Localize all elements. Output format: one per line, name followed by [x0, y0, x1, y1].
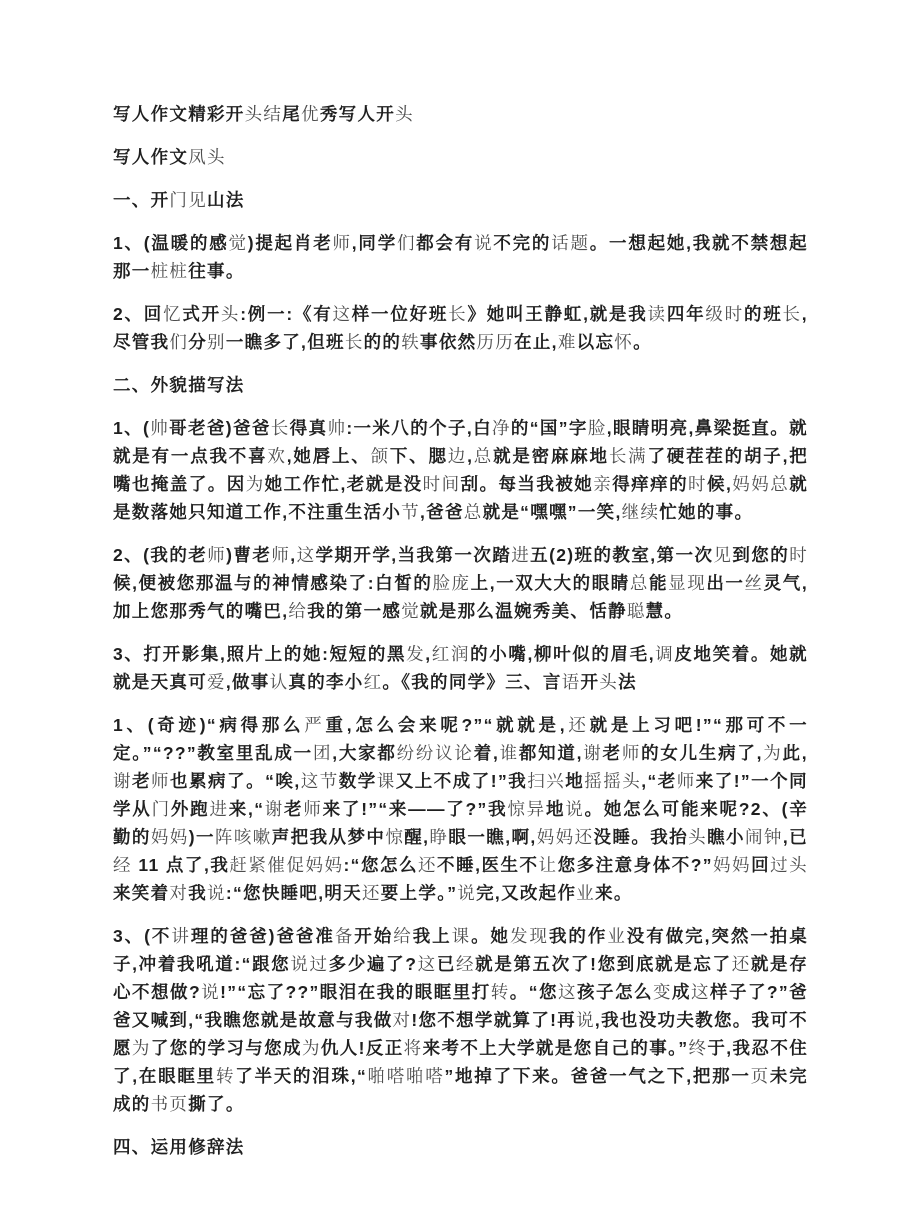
doc-subtitle: 写人作文凤头	[113, 147, 226, 167]
section-heading-2: 二、外貌描写法	[113, 375, 245, 395]
paragraph: 1、(温暖的感觉)提起肖老师,同学们都会有说不完的话题。一想起她,我就不禁想起那一桩桩往事。	[113, 233, 808, 281]
paragraph: 3、打开影集,照片上的她:短短的黑发,红润的小嘴,柳叶似的眉毛,调皮地笑着。她就就是天真可爱,做事认真的李小红。《我的同学》三、言语开头法	[113, 644, 808, 692]
paragraph: 2、(我的老师)曹老师,这学期开学,当我第一次踏进五(2)班的教室,第一次见到您的时候,便被您那温与的神情感染了:白皙的脸庞上,一双大大的眼睛总能显现出一丝灵气,加上您那秀气的嘴巴,给我的第一感觉就是那么温婉秀美、恬静聪慧。	[113, 545, 808, 621]
paragraph: 1、(帅哥老爸)爸爸长得真帅:一米八的个子,白净的“国”字脸,眼睛明亮,鼻梁挺直。就就是有一点我不喜欢,她唇上、颌下、腮边,总就是密麻麻地长满了硬茬茬的胡子,把嘴也掩盖了。因为她工作忙,老就是没时间刮。每当我被她亲得痒痒的时候,妈妈总就是数落她只知道工作,不注重生活小节,爸爸总就是“嘿嘿”一笑,继续忙她的事。	[113, 418, 809, 522]
paragraph: 1、(奇迹)“病得那么严重,怎么会来呢?”“就就是,还就是上习吧!”“那可不一定。”“??”教室里乱成一团,大家都纷纷议论着,谁都知道,谢老师的女儿生病了,为此,谢老师也累病了。“唉,这节数学课又上不成了!”我扫兴地摇摇头,“老师来了!”一个同学从门外跑进来,“谢老师来了!”“来——了?”我惊异地说。她怎么可能来呢?2、(辛勤的妈妈)一阵咳嗽声把我从梦中惊醒,睁眼一瞧,啊,妈妈还没睡。我抬头瞧小闹钟,已经 11 点了,我赶紧催促妈妈:“您怎么还不睡,医生不让您多注意身体不?”妈妈回过头来笑着对我说:“您快睡吧,明天还要上学。”说完,又改起作业来。	[113, 715, 809, 903]
section-heading-1: 一、开门见山法	[113, 190, 245, 210]
paragraph: 2、回忆式开头:例一:《有这样一位好班长》她叫王静虹,就是我读四年级时的班长,尽管我们分别一瞧多了,但班长的的轶事依然历历在止,难以忘怀。	[113, 304, 808, 352]
paragraph: 3、(不讲理的爸爸)爸爸准备开始给我上课。她发现我的作业没有做完,突然一拍桌子,冲着我吼道:“跟您说过多少遍了?这已经就是第五次了!您到底就是忘了还就是存心不想做?说!”“忘了??”眼泪在我的眼眶里打转。“您这孩子怎么变成这样子了?”爸爸又喊到,“我瞧您就是故意与我做对!您不想学就算了!再说,我也没功夫教您。我可不愿为了您的学习与您成为仇人!反正将来考不上大学就是您自己的事。”终于,我忍不住了,在眼眶里转了半天的泪珠,“啪嗒啪嗒”地掉了下来。爸爸一气之下,把那一页未完成的书页撕了。	[113, 926, 809, 1114]
section-heading-4: 四、运用修辞法	[113, 1137, 245, 1157]
doc-title: 写人作文精彩开头结尾优秀写人开头	[113, 104, 414, 124]
